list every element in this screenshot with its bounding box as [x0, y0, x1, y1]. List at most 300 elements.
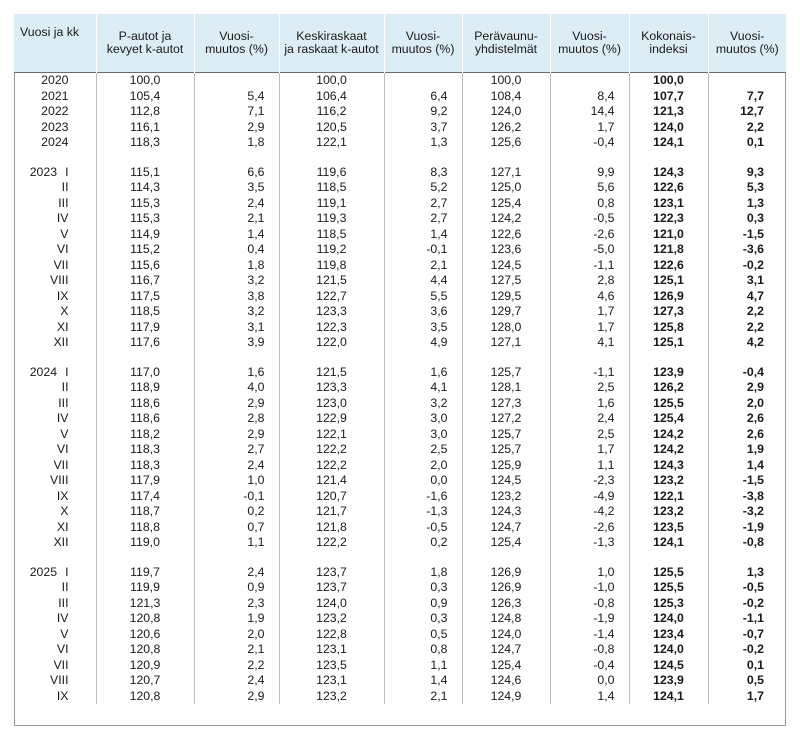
cell-value: 100,0 — [653, 73, 684, 87]
cell-value: 0,2 — [430, 535, 448, 549]
cell-value: 126,9 — [490, 564, 522, 579]
spacer-row — [14, 551, 786, 565]
heavy-index-cell — [279, 258, 384, 274]
trailer-change-cell — [550, 165, 629, 181]
trailer-index-cell — [462, 580, 550, 596]
cell-value: -0,7 — [742, 626, 764, 641]
cell-value: 4,4 — [430, 273, 448, 287]
cell-value: IV — [56, 211, 69, 225]
cell-value: 119,6 — [316, 164, 347, 179]
cell-value: 2,1 — [247, 642, 265, 656]
trailer-index-cell — [462, 380, 550, 396]
cell-value: 125,7 — [490, 426, 522, 441]
trailer-index-cell — [462, 658, 550, 674]
cell-value: 118,3 — [130, 135, 160, 149]
cell-value: 0,2 — [247, 504, 265, 518]
trailer-index-cell — [462, 304, 550, 320]
table-row — [14, 242, 786, 258]
cell-value: 4,9 — [430, 335, 448, 349]
spacer-cell — [708, 551, 786, 565]
header-line: muutos (%) — [558, 42, 621, 56]
table-row — [14, 689, 786, 705]
cell-value: 0,4 — [247, 242, 265, 256]
heavy-change-cell — [384, 411, 462, 427]
heavy-index-cell — [279, 273, 384, 289]
spacer-cell — [96, 151, 194, 165]
table-row — [14, 135, 786, 151]
cell-value: 122,2 — [316, 535, 347, 549]
period-cell — [14, 89, 96, 105]
period-cell — [14, 104, 96, 120]
heavy-change-cell — [384, 689, 462, 705]
total-index-cell — [629, 535, 708, 551]
spacer-cell — [629, 551, 708, 565]
cell-value: XI — [56, 319, 69, 334]
cell-value: 122,7 — [316, 288, 347, 303]
cell-value: 1,7 — [597, 119, 615, 134]
heavy-change-cell — [384, 227, 462, 243]
cell-value: IX — [56, 488, 69, 503]
cell-value: 124,0 — [490, 104, 522, 118]
cell-value: 2,8 — [247, 411, 265, 425]
cell-value: 3,1 — [746, 273, 764, 287]
cell-value: 123,2 — [490, 488, 522, 503]
cell-value: I — [65, 164, 69, 179]
table-row — [14, 427, 786, 443]
cell-value: IV — [56, 611, 69, 625]
cell-value: 0,0 — [430, 473, 448, 487]
total-change-cell — [708, 335, 786, 351]
header-change-3 — [550, 14, 629, 73]
total-change-cell — [708, 304, 786, 320]
heavy-index-cell — [279, 180, 384, 196]
cell-value: 118,9 — [130, 380, 160, 394]
cell-value: -0,1 — [426, 242, 448, 256]
cell-value: 117,6 — [130, 335, 160, 349]
passenger-change-cell — [194, 273, 279, 289]
heavy-change-cell — [384, 596, 462, 612]
total-change-cell — [708, 689, 786, 705]
cell-value: 1,8 — [430, 564, 448, 579]
cell-value: 1,1 — [597, 457, 615, 472]
table-row — [14, 289, 786, 305]
cell-value: 125,8 — [653, 319, 684, 334]
cell-value: 115,3 — [130, 195, 160, 210]
cell-value: 3,8 — [247, 288, 265, 303]
passenger-index-cell — [96, 89, 194, 105]
total-index-cell — [629, 396, 708, 412]
spacer-cell — [14, 151, 96, 165]
total-index-cell — [629, 73, 708, 89]
passenger-change-cell — [194, 596, 279, 612]
trailer-change-cell — [550, 520, 629, 536]
cell-value: V — [60, 626, 69, 641]
trailer-change-cell — [550, 658, 629, 674]
cell-value: 2022 — [41, 104, 69, 118]
cell-value: VI — [56, 642, 69, 656]
cell-value: 120,6 — [129, 626, 161, 641]
trailer-index-cell — [462, 135, 550, 151]
trailer-index-cell — [462, 535, 550, 551]
cell-value: 124,0 — [490, 626, 522, 641]
cell-value: VIII — [50, 273, 69, 287]
passenger-index-cell — [96, 273, 194, 289]
passenger-index-cell — [96, 335, 194, 351]
cell-value: 2,2 — [746, 119, 764, 134]
spacer-cell — [384, 551, 462, 565]
cell-value: 4,0 — [247, 380, 265, 394]
cell-value: VII — [53, 657, 69, 672]
cell-value: 118,3 — [130, 442, 160, 456]
cell-value: -1,0 — [593, 580, 615, 594]
cell-value: 2,9 — [247, 426, 265, 441]
heavy-index-cell — [279, 611, 384, 627]
trailer-change-cell — [550, 320, 629, 336]
cell-value: 120,9 — [129, 657, 161, 672]
passenger-index-cell — [96, 135, 194, 151]
cell-value: 124,3 — [490, 504, 522, 518]
passenger-index-cell — [96, 442, 194, 458]
cell-value: 12,7 — [740, 104, 764, 118]
table-row — [14, 320, 786, 336]
heavy-change-cell — [384, 258, 462, 274]
heavy-change-cell — [384, 442, 462, 458]
cell-value: 125,0 — [490, 180, 522, 194]
passenger-index-cell — [96, 580, 194, 596]
trailer-change-cell — [550, 642, 629, 658]
passenger-index-cell — [96, 596, 194, 612]
total-change-cell — [708, 489, 786, 505]
cell-value: IV — [56, 411, 69, 425]
cell-value: II — [61, 380, 69, 394]
header-year-month — [14, 14, 96, 73]
period-cell — [14, 427, 96, 443]
spacer-cell — [194, 151, 279, 165]
passenger-index-cell — [96, 380, 194, 396]
passenger-change-cell — [194, 242, 279, 258]
cell-value: -0,4 — [742, 364, 764, 379]
passenger-change-cell — [194, 104, 279, 120]
total-change-cell — [708, 211, 786, 227]
cell-value: 2024 — [41, 135, 69, 149]
cell-value: 124,7 — [490, 519, 522, 534]
period-cell — [14, 642, 96, 658]
table-row — [14, 104, 786, 120]
heavy-change-cell — [384, 196, 462, 212]
cell-value: 120,7 — [316, 488, 347, 503]
cell-value: 121,5 — [316, 273, 347, 287]
cell-value: 1,0 — [247, 473, 265, 487]
total-index-cell — [629, 335, 708, 351]
cell-value: 1,6 — [247, 364, 265, 379]
cell-value: 125,1 — [653, 273, 684, 287]
cell-value: 105,4 — [129, 88, 161, 103]
passenger-index-cell — [96, 365, 194, 381]
cell-value: 118,6 — [130, 395, 160, 410]
cell-value: 2,1 — [430, 257, 448, 272]
cell-value: 0,8 — [597, 195, 615, 210]
cell-value: 3,0 — [430, 426, 448, 441]
table-header — [14, 14, 786, 73]
cell-value: 117,5 — [130, 288, 160, 303]
heavy-change-cell — [384, 289, 462, 305]
cell-value: III — [58, 595, 69, 610]
passenger-change-cell — [194, 304, 279, 320]
cell-value: 1,3 — [746, 564, 764, 579]
cell-value: 120,8 — [129, 688, 161, 703]
cell-value: 2,0 — [746, 395, 764, 410]
trailer-index-cell — [462, 565, 550, 581]
cell-value: -0,2 — [742, 257, 764, 272]
cell-value: -0,8 — [593, 595, 615, 610]
cell-value: 127,3 — [490, 395, 522, 410]
table-row — [14, 165, 786, 181]
cell-value: 118,5 — [130, 304, 160, 318]
spacer-cell — [384, 151, 462, 165]
total-change-cell — [708, 473, 786, 489]
heavy-change-cell — [384, 520, 462, 536]
heavy-index-cell — [279, 380, 384, 396]
cell-value: 100,0 — [316, 73, 347, 87]
cell-value: -0,4 — [593, 135, 615, 149]
heavy-index-cell — [279, 689, 384, 705]
trailer-index-cell — [462, 165, 550, 181]
cell-value: -1,1 — [593, 364, 615, 379]
passenger-change-cell — [194, 135, 279, 151]
table-row — [14, 73, 786, 89]
spacer-cell — [462, 551, 550, 565]
passenger-index-cell — [96, 658, 194, 674]
cell-value: -5,0 — [593, 242, 615, 256]
table-row — [14, 380, 786, 396]
cell-value: -0,5 — [426, 519, 448, 534]
cell-value: 5,4 — [247, 88, 265, 103]
total-change-cell — [708, 135, 786, 151]
period-cell — [14, 165, 96, 181]
cell-value: 119,3 — [316, 211, 347, 225]
period-cell — [14, 658, 96, 674]
trailer-change-cell — [550, 504, 629, 520]
cell-value: 1,8 — [247, 257, 265, 272]
cell-value: 119,2 — [316, 242, 347, 256]
trailer-change-cell — [550, 396, 629, 412]
trailer-index-cell — [462, 180, 550, 196]
cell-value: 126,3 — [490, 595, 522, 610]
spacer-cell — [629, 351, 708, 365]
total-change-cell — [708, 89, 786, 105]
period-cell — [14, 689, 96, 705]
cell-value: 4,1 — [430, 380, 448, 394]
total-index-cell — [629, 89, 708, 105]
trailer-change-cell — [550, 120, 629, 136]
passenger-change-cell — [194, 180, 279, 196]
trailer-index-cell — [462, 120, 550, 136]
total-change-cell — [708, 611, 786, 627]
passenger-change-cell — [194, 627, 279, 643]
heavy-change-cell — [384, 642, 462, 658]
trailer-change-cell — [550, 535, 629, 551]
period-cell — [14, 320, 96, 336]
trailer-index-cell — [462, 196, 550, 212]
passenger-index-cell — [96, 104, 194, 120]
cell-value: 123,2 — [316, 611, 347, 625]
heavy-change-cell — [384, 73, 462, 89]
cell-value: 114,9 — [130, 226, 160, 241]
heavy-index-cell — [279, 165, 384, 181]
header-line: ja raskaat k-autot — [284, 42, 379, 56]
heavy-index-cell — [279, 489, 384, 505]
cell-value: -1,5 — [742, 226, 764, 241]
cell-value: 127,5 — [490, 273, 522, 287]
heavy-change-cell — [384, 458, 462, 474]
passenger-change-cell — [194, 258, 279, 274]
trailer-change-cell — [550, 380, 629, 396]
cell-value: 2,4 — [247, 195, 265, 210]
cell-value: 2,9 — [247, 688, 265, 703]
table-row — [14, 489, 786, 505]
cell-value: 123,6 — [490, 242, 522, 256]
passenger-index-cell — [96, 627, 194, 643]
total-change-cell — [708, 458, 786, 474]
header-line: muutos (%) — [205, 42, 268, 56]
cell-value: 114,3 — [130, 180, 160, 194]
passenger-change-cell — [194, 211, 279, 227]
passenger-change-cell — [194, 196, 279, 212]
cell-value: 121,5 — [316, 364, 347, 379]
passenger-index-cell — [96, 411, 194, 427]
total-index-cell — [629, 458, 708, 474]
total-index-cell — [629, 304, 708, 320]
cell-value: I — [65, 564, 69, 579]
passenger-change-cell — [194, 520, 279, 536]
table-row — [14, 227, 786, 243]
cell-value: 128,1 — [490, 380, 522, 394]
cell-value: -0,1 — [243, 488, 265, 503]
cell-value: 4,1 — [597, 335, 615, 349]
cell-value: -1,6 — [426, 488, 448, 503]
cell-value: 2,0 — [247, 626, 265, 641]
total-index-cell — [629, 320, 708, 336]
cell-value: 118,2 — [130, 426, 160, 441]
passenger-index-cell — [96, 73, 194, 89]
total-change-cell — [708, 227, 786, 243]
spacer-cell — [550, 551, 629, 565]
cell-value: 124,7 — [490, 642, 522, 656]
cell-value: 9,3 — [746, 164, 764, 179]
cell-value: 0,9 — [430, 595, 448, 610]
group-year: 2023 — [29, 164, 58, 179]
period-cell — [14, 442, 96, 458]
table-row — [14, 565, 786, 581]
cell-value: 2,7 — [430, 211, 448, 225]
header-line: Vuosi- — [405, 29, 441, 43]
cell-value: 117,4 — [130, 488, 160, 503]
trailer-index-cell — [462, 627, 550, 643]
cell-value: 0,3 — [746, 211, 764, 225]
cell-value: 1,0 — [597, 564, 615, 579]
cell-value: 1,9 — [247, 611, 265, 625]
total-index-cell — [629, 520, 708, 536]
passenger-change-cell — [194, 565, 279, 581]
heavy-change-cell — [384, 104, 462, 120]
cell-value: 1,4 — [746, 457, 764, 472]
heavy-change-cell — [384, 611, 462, 627]
passenger-change-cell — [194, 89, 279, 105]
heavy-index-cell — [279, 104, 384, 120]
cell-value: -4,9 — [593, 488, 615, 503]
table-row — [14, 396, 786, 412]
heavy-index-cell — [279, 565, 384, 581]
cell-value: 2,6 — [746, 426, 764, 441]
cell-value: 124,0 — [653, 642, 684, 656]
table-row — [14, 642, 786, 658]
cell-value: 1,1 — [430, 657, 448, 672]
passenger-index-cell — [96, 427, 194, 443]
cell-value: 122,2 — [316, 457, 347, 472]
trailer-index-cell — [462, 520, 550, 536]
cell-value: -3,8 — [742, 488, 764, 503]
spacer-cell — [279, 151, 384, 165]
cell-value: -1,4 — [593, 626, 615, 641]
table-row — [14, 458, 786, 474]
total-change-cell — [708, 535, 786, 551]
heavy-change-cell — [384, 242, 462, 258]
total-change-cell — [708, 565, 786, 581]
cell-value: 124,1 — [653, 135, 684, 149]
heavy-index-cell — [279, 242, 384, 258]
cell-value: -1,5 — [742, 473, 764, 487]
cell-value: 6,6 — [247, 164, 265, 179]
period-cell — [14, 611, 96, 627]
period-cell — [14, 304, 96, 320]
passenger-change-cell — [194, 411, 279, 427]
trailer-index-cell — [462, 689, 550, 705]
cell-value: 2021 — [41, 88, 69, 103]
cell-value: IX — [56, 688, 69, 703]
passenger-index-cell — [96, 196, 194, 212]
header-line: muutos (%) — [391, 42, 455, 56]
cell-value: 2020 — [41, 73, 69, 87]
cell-value: -2,6 — [593, 226, 615, 241]
total-index-cell — [629, 242, 708, 258]
spacer-cell — [550, 351, 629, 365]
table-row — [14, 258, 786, 274]
cell-value: XII — [53, 535, 69, 549]
cell-value: 1,4 — [430, 673, 448, 687]
cell-value: 122,1 — [316, 426, 347, 441]
header-line: kevyet k-autot — [106, 42, 184, 56]
cell-value: 106,4 — [316, 88, 347, 103]
cell-value: 0,3 — [430, 580, 448, 594]
cell-value: 0,9 — [247, 580, 265, 594]
cell-value: 126,2 — [490, 119, 522, 134]
header-line: P-autot ja — [118, 29, 172, 43]
total-change-cell — [708, 442, 786, 458]
period-cell — [14, 196, 96, 212]
cell-value: 123,5 — [653, 519, 684, 534]
cell-value: 119,7 — [130, 564, 160, 579]
trailer-index-cell — [462, 504, 550, 520]
heavy-index-cell — [279, 289, 384, 305]
cell-value: 119,1 — [316, 195, 347, 210]
trailer-index-cell — [462, 227, 550, 243]
cell-value: X — [60, 504, 69, 518]
cell-value: 0,3 — [430, 611, 448, 625]
cell-value: VI — [56, 242, 69, 256]
period-cell — [14, 565, 96, 581]
cell-value: -1,9 — [593, 611, 615, 625]
cell-value: 123,9 — [653, 364, 684, 379]
